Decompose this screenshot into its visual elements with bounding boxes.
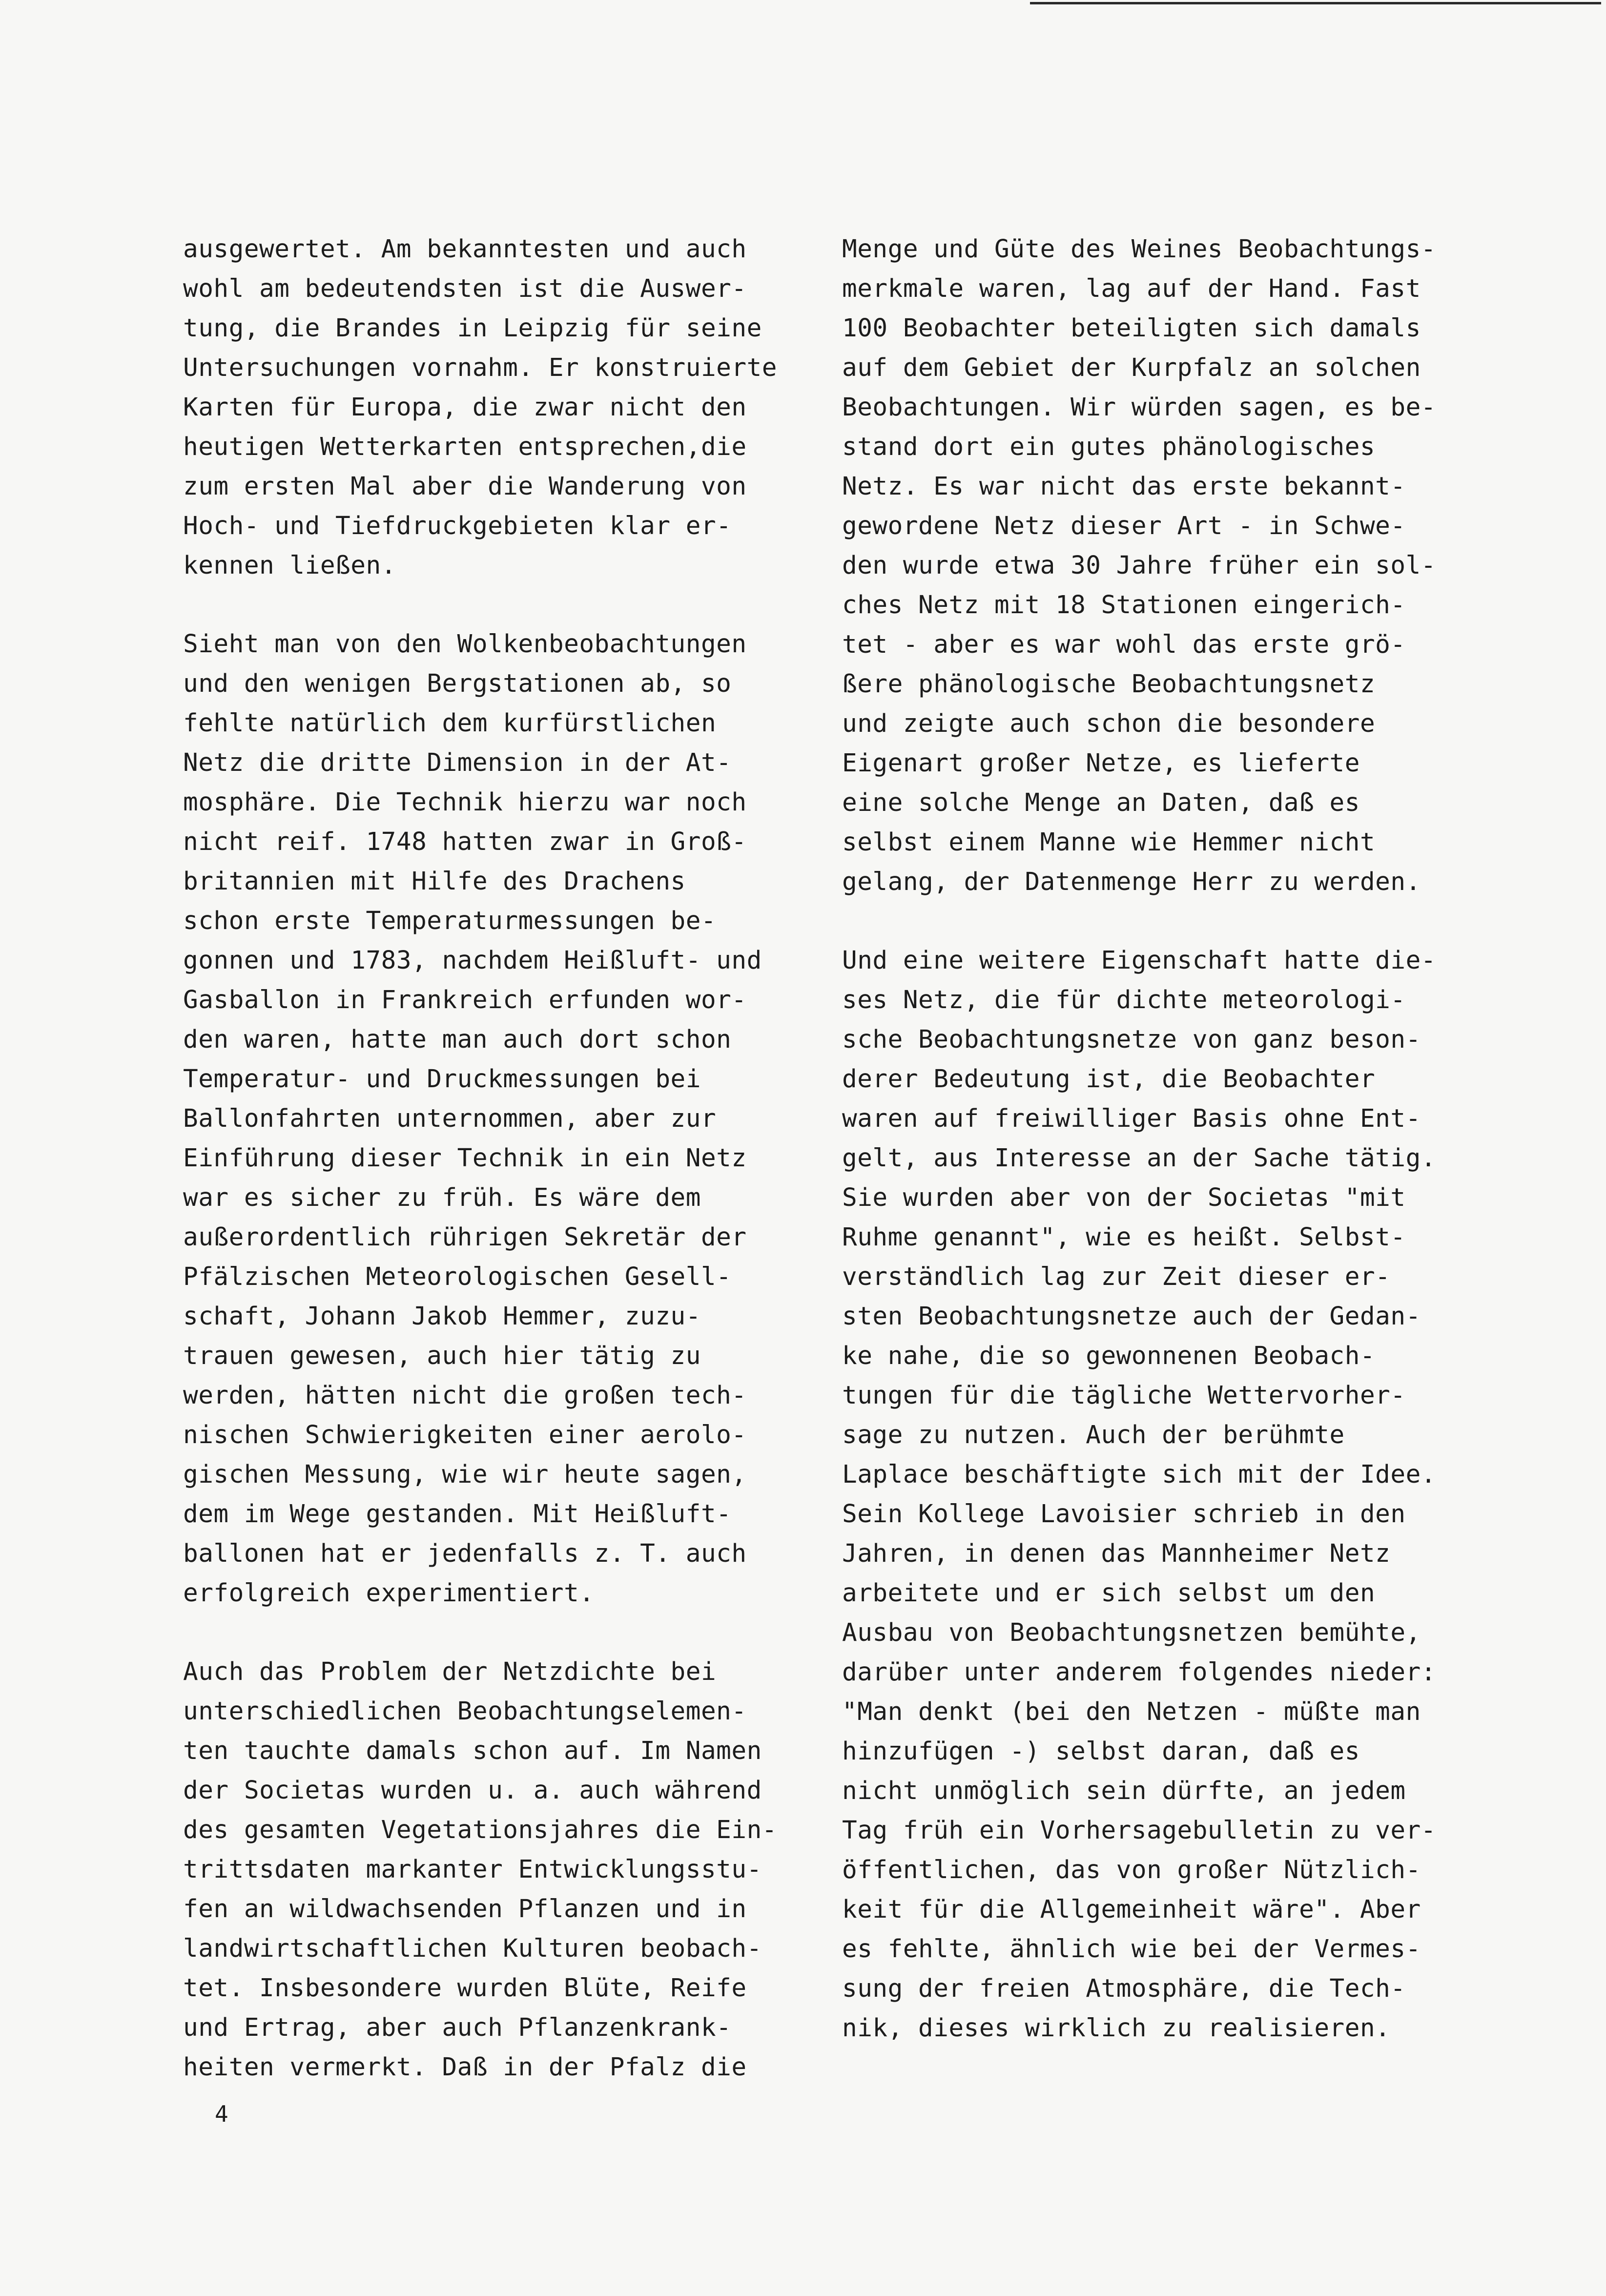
text-line: Untersuchungen vornahm. Er konstruierte — [183, 353, 777, 382]
text-line: werden, hätten nicht die großen tech- — [183, 1381, 747, 1410]
paragraph — [183, 229, 813, 585]
text-line: außerordentlich rührigen Sekretär der — [183, 1223, 747, 1252]
text-line: landwirtschaftlichen Kulturen beobach- — [183, 1934, 762, 1963]
text-line: öffentlichen, das von großer Nützlich- — [842, 1856, 1421, 1884]
text-line: ausgewertet. Am bekanntesten und auch — [183, 235, 747, 264]
text-line: Jahren, in denen das Mannheimer Netz — [842, 1539, 1391, 1568]
text-line: nik, dieses wirklich zu realisieren. — [842, 2014, 1391, 2043]
text-line: keit für die Allgemeinheit wäre". Aber — [842, 1895, 1421, 1924]
text-line: tet - aber es war wohl das erste grö- — [842, 630, 1406, 659]
text-line: eine solche Menge an Daten, daß es — [842, 788, 1360, 817]
text-line: Pfälzischen Meteorologischen Gesell- — [183, 1262, 732, 1291]
text-line: der Societas wurden u. a. auch während — [183, 1776, 762, 1805]
text-line: stand dort ein gutes phänologisches — [842, 433, 1376, 461]
text-line: erfolgreich experimentiert. — [183, 1579, 595, 1608]
right-column — [842, 229, 1472, 2048]
text-line: Auch das Problem der Netzdichte bei — [183, 1657, 717, 1686]
text-line: kennen ließen. — [183, 551, 396, 580]
text-line: nischen Schwierigkeiten einer aerolo- — [183, 1421, 747, 1449]
text-line: gelt, aus Interesse an der Sache tätig. — [842, 1144, 1436, 1173]
text-line: und Ertrag, aber auch Pflanzenkrank- — [183, 2013, 732, 2042]
text-line: Karten für Europa, die zwar nicht den — [183, 393, 747, 422]
text-line: und den wenigen Bergstationen ab, so — [183, 669, 732, 698]
text-line: ches Netz mit 18 Stationen eingerich- — [842, 591, 1406, 620]
text-line: Menge und Güte des Weines Beobachtungs- — [842, 235, 1436, 264]
text-line: tungen für die tägliche Wettervorher- — [842, 1381, 1406, 1410]
text-line: nicht unmöglich sein dürfte, an jedem — [842, 1777, 1406, 1805]
page-number: 4 — [215, 2101, 228, 2127]
text-line: den wurde etwa 30 Jahre früher ein sol- — [842, 551, 1436, 580]
text-line: tung, die Brandes in Leipzig für seine — [183, 314, 762, 343]
paragraph — [183, 624, 813, 1613]
text-line: waren auf freiwilliger Basis ohne Ent- — [842, 1104, 1421, 1133]
text-line: tet. Insbesondere wurden Blüte, Reife — [183, 1974, 747, 2003]
text-line: ßere phänologische Beobachtungsnetz — [842, 670, 1376, 699]
text-line: auf dem Gebiet der Kurpfalz an solchen — [842, 353, 1421, 382]
paragraph — [842, 229, 1472, 902]
text-line: gonnen und 1783, nachdem Heißluft- und — [183, 946, 762, 975]
text-line: dem im Wege gestanden. Mit Heißluft- — [183, 1500, 732, 1529]
text-line: heutigen Wetterkarten entsprechen,die — [183, 433, 747, 461]
text-line: Und eine weitere Eigenschaft hatte die- — [842, 946, 1436, 975]
text-line: trauen gewesen, auch hier tätig zu — [183, 1342, 701, 1370]
text-line: wohl am bedeutendsten ist die Auswer- — [183, 274, 747, 303]
text-line: Laplace beschäftigte sich mit der Idee. — [842, 1460, 1436, 1489]
text-line: sage zu nutzen. Auch der berühmte — [842, 1421, 1345, 1449]
text-line: Ballonfahrten unternommen, aber zur — [183, 1104, 717, 1133]
text-line: verständlich lag zur Zeit dieser er- — [842, 1262, 1391, 1291]
text-line: Eigenart großer Netze, es lieferte — [842, 749, 1360, 778]
text-line: Netz die dritte Dimension in der At- — [183, 748, 732, 777]
left-column — [183, 229, 813, 2087]
text-line: hinzufügen -) selbst daran, daß es — [842, 1737, 1360, 1766]
text-line: gischen Messung, wie wir heute sagen, — [183, 1460, 747, 1489]
paragraph — [183, 1652, 813, 2087]
text-line: 100 Beobachter beteiligten sich damals — [842, 314, 1421, 343]
text-line: es fehlte, ähnlich wie bei der Vermes- — [842, 1935, 1421, 1964]
text-line: Gasballon in Frankreich erfunden wor- — [183, 986, 747, 1014]
paragraph-gap — [183, 1613, 813, 1652]
text-line: ten tauchte damals schon auf. Im Namen — [183, 1737, 762, 1765]
text-line: derer Bedeutung ist, die Beobachter — [842, 1065, 1376, 1094]
text-line: den waren, hatte man auch dort schon — [183, 1025, 732, 1054]
text-line: und zeigte auch schon die besondere — [842, 709, 1376, 738]
text-line: gewordene Netz dieser Art - in Schwe- — [842, 512, 1406, 540]
text-line: fen an wildwachsenden Pflanzen und in — [183, 1895, 747, 1924]
text-line: darüber unter anderem folgendes nieder: — [842, 1658, 1436, 1687]
text-line: sche Beobachtungsnetze von ganz beson- — [842, 1025, 1421, 1054]
text-line: Sein Kollege Lavoisier schrieb in den — [842, 1500, 1406, 1529]
text-line: britannien mit Hilfe des Drachens — [183, 867, 686, 896]
text-line: nicht reif. 1748 hatten zwar in Groß- — [183, 827, 747, 856]
text-line: zum ersten Mal aber die Wanderung von — [183, 472, 747, 501]
text-line: Hoch- und Tiefdruckgebieten klar er- — [183, 512, 732, 540]
text-line: "Man denkt (bei den Netzen - müßte man — [842, 1697, 1421, 1726]
text-line: ballonen hat er jedenfalls z. T. auch — [183, 1539, 747, 1568]
text-line: ke nahe, die so gewonnenen Beobach- — [842, 1342, 1376, 1370]
text-line: Ruhme genannt", wie es heißt. Selbst- — [842, 1223, 1406, 1252]
text-line: Einführung dieser Technik in ein Netz — [183, 1144, 747, 1173]
text-line: Ausbau von Beobachtungsnetzen bemühte, — [842, 1618, 1421, 1647]
paragraph — [842, 941, 1472, 2048]
top-edge-rule — [1030, 2, 1601, 4]
text-line: fehlte natürlich dem kurfürstlichen — [183, 709, 717, 738]
text-line: Sieht man von den Wolkenbeobachtungen — [183, 630, 747, 659]
text-line: Sie wurden aber von der Societas "mit — [842, 1183, 1406, 1212]
text-line: Tag früh ein Vorhersagebulletin zu ver- — [842, 1816, 1436, 1845]
text-line: Beobachtungen. Wir würden sagen, es be- — [842, 393, 1436, 422]
text-line: war es sicher zu früh. Es wäre dem — [183, 1183, 701, 1212]
text-line: Temperatur- und Druckmessungen bei — [183, 1065, 701, 1094]
text-line: schaft, Johann Jakob Hemmer, zuzu- — [183, 1302, 701, 1331]
text-line: Netz. Es war nicht das erste bekannt- — [842, 472, 1406, 501]
paragraph-gap — [842, 902, 1472, 941]
text-line: merkmale waren, lag auf der Hand. Fast — [842, 274, 1421, 303]
text-line: des gesamten Vegetationsjahres die Ein- — [183, 1816, 777, 1844]
text-line: heiten vermerkt. Daß in der Pfalz die — [183, 2053, 747, 2082]
text-line: unterschiedlichen Beobachtungselemen- — [183, 1697, 747, 1726]
text-line: schon erste Temperaturmessungen be- — [183, 907, 717, 935]
text-line: arbeitete und er sich selbst um den — [842, 1579, 1376, 1608]
text-line: mosphäre. Die Technik hierzu war noch — [183, 788, 747, 817]
text-line: sten Beobachtungsnetze auch der Gedan- — [842, 1302, 1421, 1331]
text-line: sung der freien Atmosphäre, die Tech- — [842, 1974, 1406, 2003]
text-line: ses Netz, die für dichte meteorologi- — [842, 986, 1406, 1014]
text-line: selbst einem Manne wie Hemmer nicht — [842, 828, 1376, 857]
paragraph-gap — [183, 585, 813, 624]
text-line: gelang, der Datenmenge Herr zu werden. — [842, 868, 1421, 896]
text-line: trittsdaten markanter Entwicklungsstu- — [183, 1855, 762, 1884]
